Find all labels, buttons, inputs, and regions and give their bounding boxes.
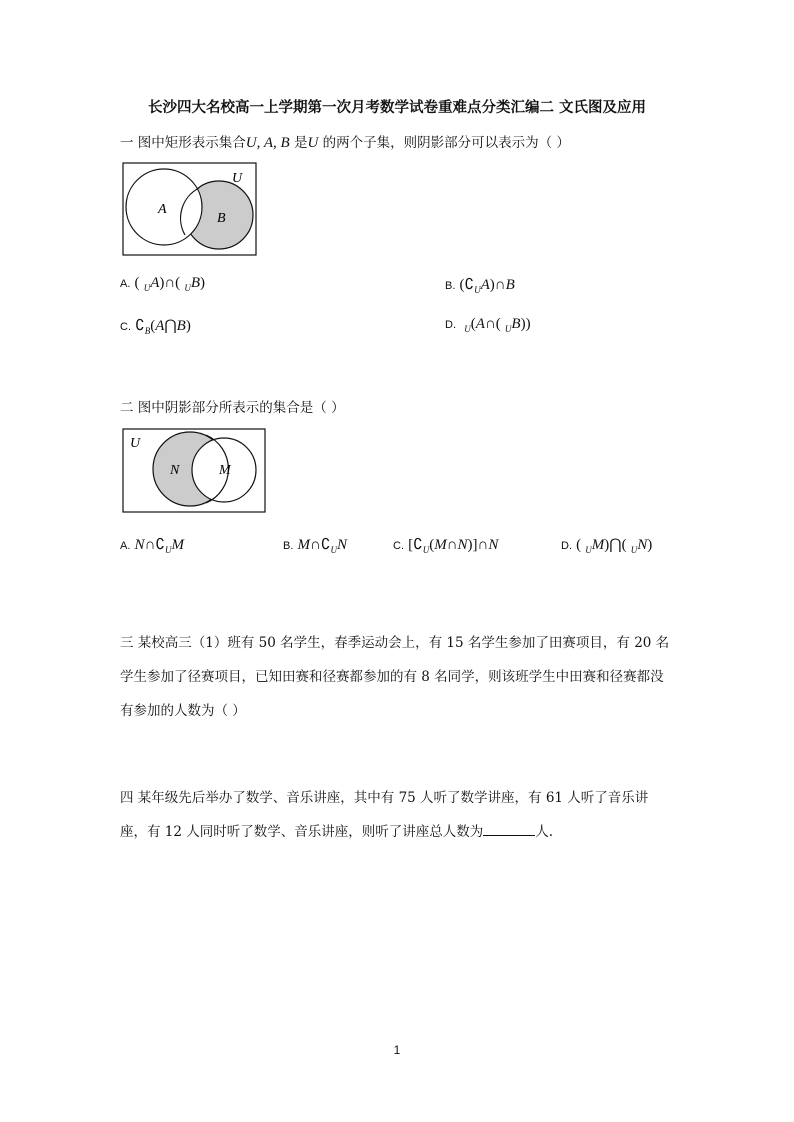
universe-label: U bbox=[232, 171, 243, 186]
q1-option-d-label: D. bbox=[445, 319, 456, 331]
q1-option-b[interactable] bbox=[445, 275, 515, 294]
q2-option-c-label: C. bbox=[393, 540, 404, 552]
q1-option-a-expr: ( $_U$A)∩( $_U$B) bbox=[134, 275, 205, 293]
q2-option-d-expr: ( $_U$M)⋂( $_U$N) bbox=[576, 537, 653, 555]
q2-option-d[interactable] bbox=[561, 535, 652, 554]
q2-option-a-expr: $N\cap∁_UM$ bbox=[134, 537, 184, 555]
q2-option-b-label: B. bbox=[283, 540, 294, 552]
venn-diagram-2 bbox=[120, 426, 270, 516]
question-1-text-b: 是 bbox=[289, 135, 308, 151]
q1-option-d-expr: $_U$(A∩( $_U$B)) bbox=[464, 316, 531, 334]
set-n-label: N bbox=[170, 463, 180, 478]
q2-option-a[interactable] bbox=[120, 535, 184, 554]
question-1-stem bbox=[120, 131, 570, 152]
set-b-label: B bbox=[217, 211, 226, 226]
set-m-label: M bbox=[219, 463, 231, 478]
page-title: 长沙四大名校高一上学期第一次月考数学试卷重难点分类汇编二 文氏图及应用 bbox=[147, 99, 647, 116]
q1-option-c-expr: $∁_B(A⋂B)$ bbox=[135, 318, 191, 336]
question-4-text-a: 四 某年级先后举办了数学、音乐讲座，其中有 75 人听了数学讲座，有 61 人听了音乐讲座，有 12 人同时听了数学、音乐讲座，则听了讲座总人数为 bbox=[120, 790, 649, 840]
universe-label: U bbox=[130, 436, 141, 451]
q2-option-c-expr: $[∁_U(M\cap N)]\cap N$ bbox=[408, 537, 499, 555]
q2-option-d-label: D. bbox=[561, 540, 572, 552]
q2-option-b-expr: $M\cap∁_UN$ bbox=[297, 537, 347, 555]
q2-option-b[interactable] bbox=[283, 535, 347, 554]
q2-option-c[interactable] bbox=[393, 535, 498, 554]
question-4-text-b: 人. bbox=[535, 824, 554, 840]
q1-option-b-label: B. bbox=[445, 280, 456, 292]
question-1-text-c: 的两个子集，则阴影部分可以表示为（ ） bbox=[318, 135, 570, 151]
question-1-math-sets: U, A, B bbox=[245, 135, 290, 151]
question-2-stem: 二 图中阴影部分所表示的集合是（ ） bbox=[120, 400, 345, 416]
q1-option-b-expr: $(∁_UA)\cap B$ bbox=[459, 277, 515, 295]
q1-option-c[interactable] bbox=[120, 316, 191, 335]
q1-option-a[interactable] bbox=[120, 275, 205, 292]
q1-option-a-label: A. bbox=[120, 278, 131, 290]
question-4-stem bbox=[120, 781, 675, 849]
q2-option-a-label: A. bbox=[120, 540, 131, 552]
set-a-label: A bbox=[158, 202, 167, 217]
answer-blank[interactable] bbox=[483, 823, 535, 836]
question-1-math-universe: U bbox=[307, 135, 319, 151]
page-number: 1 bbox=[393, 1043, 401, 1057]
venn-diagram-1 bbox=[120, 160, 260, 260]
q1-option-c-label: C. bbox=[120, 321, 131, 333]
question-3-stem: 三 某校高三（1）班有 50 名学生，春季运动会上，有 15 名学生参加了田赛项目，有 20 名学生参加了径赛项目，已知田赛和径赛都参加的有 8 名同学，则该班学生中田赛和径赛都没有参加的人数为（ ） bbox=[120, 635, 670, 719]
q1-option-d[interactable] bbox=[445, 316, 531, 333]
question-1-text-a: 一 图中矩形表示集合 bbox=[120, 135, 246, 151]
